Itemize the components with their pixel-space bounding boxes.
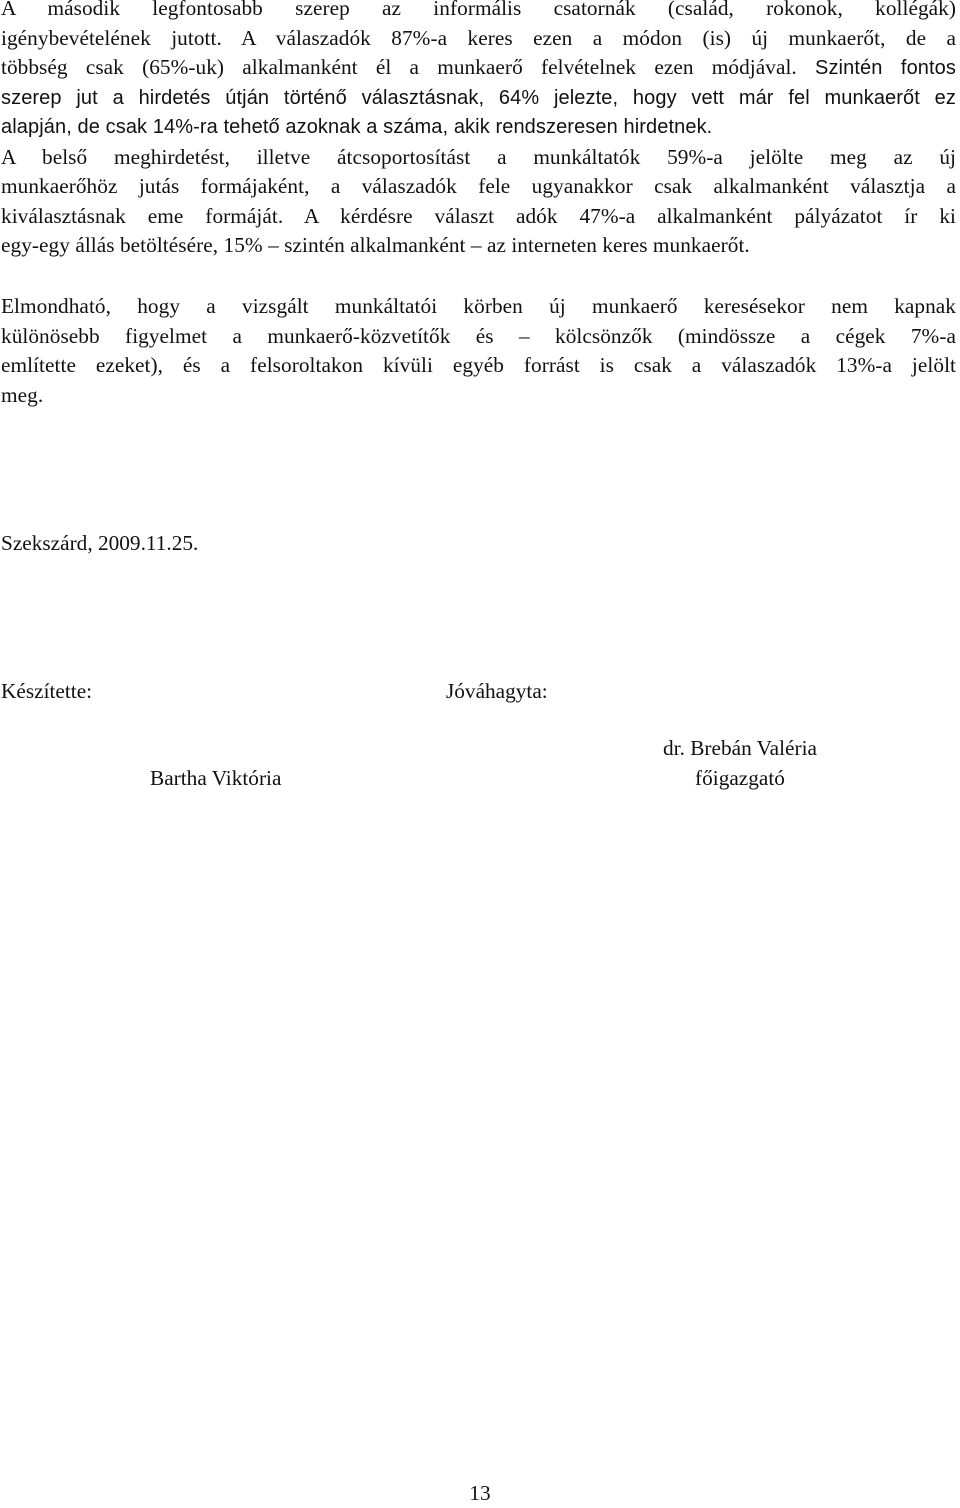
paragraph-text-segment: A kérdésre választ adók 47%-a alkalmanként pályázatot ír ki <box>303 203 956 228</box>
paragraph-line: munkaerőhöz jutás formájaként, a válaszadók fele ugyanakkor csak alkalmanként választja a <box>1 174 956 198</box>
paragraph-line: említette ezeket), és a felsoroltakon kívüli egyéb forrást is csak a válaszadók 13%-a jelölt <box>1 353 956 377</box>
prepared-by-name: Bartha Viktória <box>150 766 282 790</box>
paragraph-text-segment: többség csak (65%-uk) alkalmanként él a munkaerő felvételnek ezen módjával. <box>1 55 797 79</box>
approver-signature-block <box>630 733 850 793</box>
paragraph-line: meg. <box>1 382 44 407</box>
paragraph-line: különösebb figyelmet a munkaerő-közvetítők és – kölcsönzők (mindössze a cégek 7%-a <box>1 323 956 348</box>
body-paragraph-2 <box>1 292 956 410</box>
paragraph-line: igénybevételének jutott. A válaszadók 87%-a keres ezen a módon (is) új munkaerőt, de a <box>1 25 956 50</box>
body-paragraph-1 <box>1 0 956 261</box>
prepared-by-label: Készítette: <box>1 679 93 703</box>
paragraph-text-segment: kiválasztásnak eme formáját. <box>1 203 284 228</box>
paragraph-line <box>1 53 956 84</box>
document-date: Szekszárd, 2009.11.25. <box>1 531 199 555</box>
paragraph-line: szerep jut a hirdetés útján történő választásnak, 64% jelezte, hogy vett már fel munkaerőt ez <box>1 86 956 109</box>
paragraph-line: egy-egy állás betöltésére, 15% – szintén alkalmanként – az interneten keres munkaerőt. <box>1 233 750 257</box>
page-number: 13 <box>469 1481 491 1505</box>
approved-by-name: dr. Brebán Valéria <box>663 736 817 760</box>
paragraph-sans-segment: Szintén fontos <box>815 57 957 79</box>
paragraph-line: Elmondható, hogy a vizsgált munkáltatói körben új munkaerő keresésekor nem kapnak <box>1 294 956 318</box>
paragraph-line: alapján, de csak 14%-ra tehető azoknak a száma, akik rendszeresen hirdetnek. <box>1 116 713 138</box>
paragraph-line: A második legfontosabb szerep az informális csatornák (család, rokonok, kollégák) <box>1 0 956 20</box>
paragraph-line: A belső meghirdetést, illetve átcsoportosítást a munkáltatók 59%-a jelölte meg az új <box>1 144 956 169</box>
paragraph-line <box>1 202 956 232</box>
approved-by-label: Jóváhagyta: <box>446 679 548 703</box>
approved-by-title: főigazgató <box>695 766 785 790</box>
